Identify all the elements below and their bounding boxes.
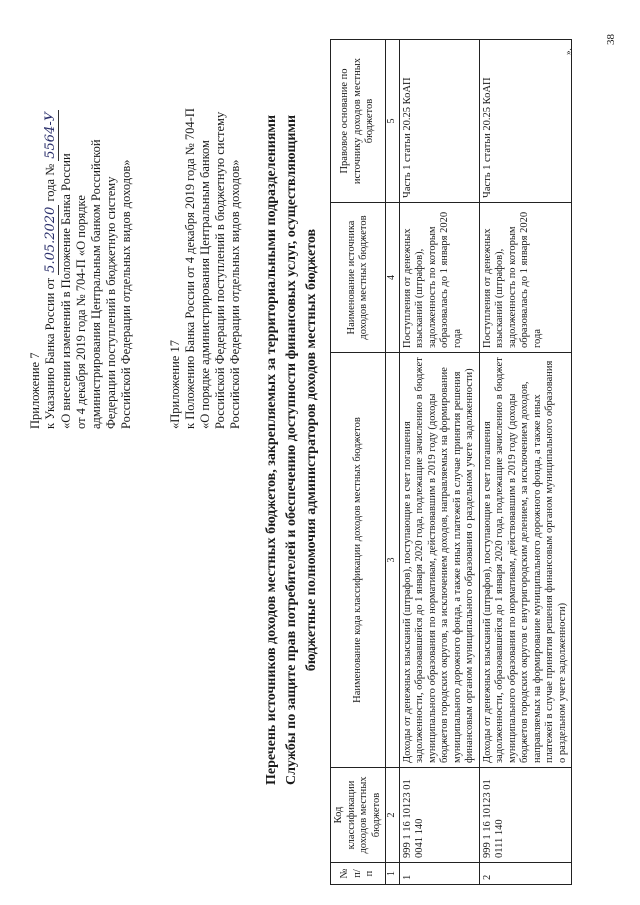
header-number: № п/п	[331, 863, 386, 885]
row-basis: Часть 1 статьи 20.25 КоАП	[399, 40, 479, 203]
header-code: Код классификации доходов местных бюджетов	[331, 768, 386, 863]
title-line: бюджетные полномочия администраторов доходов местных бюджетов	[304, 228, 319, 672]
appendix-17-block	[168, 108, 243, 429]
row-code: 999 1 16 10123 01 0111 140	[479, 768, 572, 863]
appendix-line: администрирования Центральным банком Российской	[89, 139, 103, 429]
appendix17-line: Российской Федерации поступлений в бюджетную систему	[213, 111, 227, 429]
row-source: Поступления от денежных взысканий (штрафов), задолженность по которым образовалась до 1 января 2020 года	[399, 203, 479, 353]
appendix17-line: Российской Федерации отдельных видов доходов»	[228, 159, 242, 429]
appendix-line: Федерации поступлений в бюджетную систему	[104, 176, 118, 429]
appendix17-line: к Положению Банка России от 4 декабря 2019 года № 704-П	[183, 108, 197, 429]
table-row	[479, 40, 572, 885]
closing-quote-mark: ».	[563, 48, 573, 55]
row-basis: Часть 1 статьи 20.25 КоАП	[479, 40, 572, 203]
document-title	[262, 50, 322, 850]
appendix-line: Российской Федерации отдельных видов доходов»	[119, 159, 133, 429]
handwritten-number: 5564-У	[43, 111, 58, 159]
row-source: Поступления от денежных взысканий (штрафов), задолженность по которым образовалась до 1 января 2020 года	[479, 203, 572, 353]
row-code: 999 1 16 10123 01 0041 140	[399, 768, 479, 863]
table-row	[399, 40, 479, 885]
appendix-7-block	[28, 110, 134, 429]
appendix17-line: «Приложение 17	[168, 340, 182, 429]
appendix-line: «О внесении изменений в Положение Банка России	[59, 153, 73, 429]
header-legal-basis: Правовое основание по источнику доходов местных бюджетов	[331, 40, 386, 203]
appendix-line-with-date: к Указанию Банка России от 5.05.2020 года № 5564-У	[43, 111, 58, 429]
column-number: 4	[386, 203, 400, 353]
appendix-line: Приложение 7	[28, 352, 42, 429]
column-number: 1	[386, 863, 400, 885]
handwritten-date: 5.05.2020	[43, 206, 58, 273]
column-number: 5	[386, 40, 400, 203]
appendix-line: от 4 декабря 2019 года № 704-П «О порядке	[74, 195, 88, 429]
row-number: 2	[479, 863, 572, 885]
header-code-name: Наименование кода классификации доходов местных бюджетов	[331, 353, 386, 768]
title-line: Службы по защите прав потребителей и обеспечению доступности финансовых услуг, осуществляющими	[284, 114, 299, 786]
title-line: Перечень источников доходов местных бюджетов, закрепляемых за территориальными подразделениями	[264, 114, 279, 786]
row-number: 1	[399, 863, 479, 885]
page-number: 38	[605, 34, 617, 45]
row-code-name: Доходы от денежных взысканий (штрафов), поступающие в счет погашения задолженности, образовавшейся до 1 января 2020 года, подлежащие зачислению в бюджет муниципального образования по нормативам, действовавшим в 2019 году (доходы бюджетов городских округов, за исключением доходов, направляемых на формирование муниципального дорожного фонда, а также иных платежей в случае принятия решения финансовым органом муниципального образования о раздельном учете задолженности)	[399, 353, 479, 768]
column-number: 2	[386, 768, 400, 863]
row-code-name: Доходы от денежных взысканий (штрафов), поступающие в счет погашения задолженности, образовавшейся до 1 января 2020 года, подлежащие зачислению в бюджет муниципального образования по нормативам, действовавшим в 2019 году (доходы бюджетов городских округов с внутригородским делением, за исключением доходов, направляемых на формирование муниципального дорожного фонда, а также иных платежей в случае принятия решения финансовым органом муниципального образования о раздельном учете задолженности)	[479, 353, 572, 768]
income-sources-table	[330, 39, 572, 885]
header-source-name: Наименование источника доходов местных бюджетов	[331, 203, 386, 353]
column-number: 3	[386, 353, 400, 768]
appendix17-line: «О порядке администрирования Центральным банком	[198, 140, 212, 429]
